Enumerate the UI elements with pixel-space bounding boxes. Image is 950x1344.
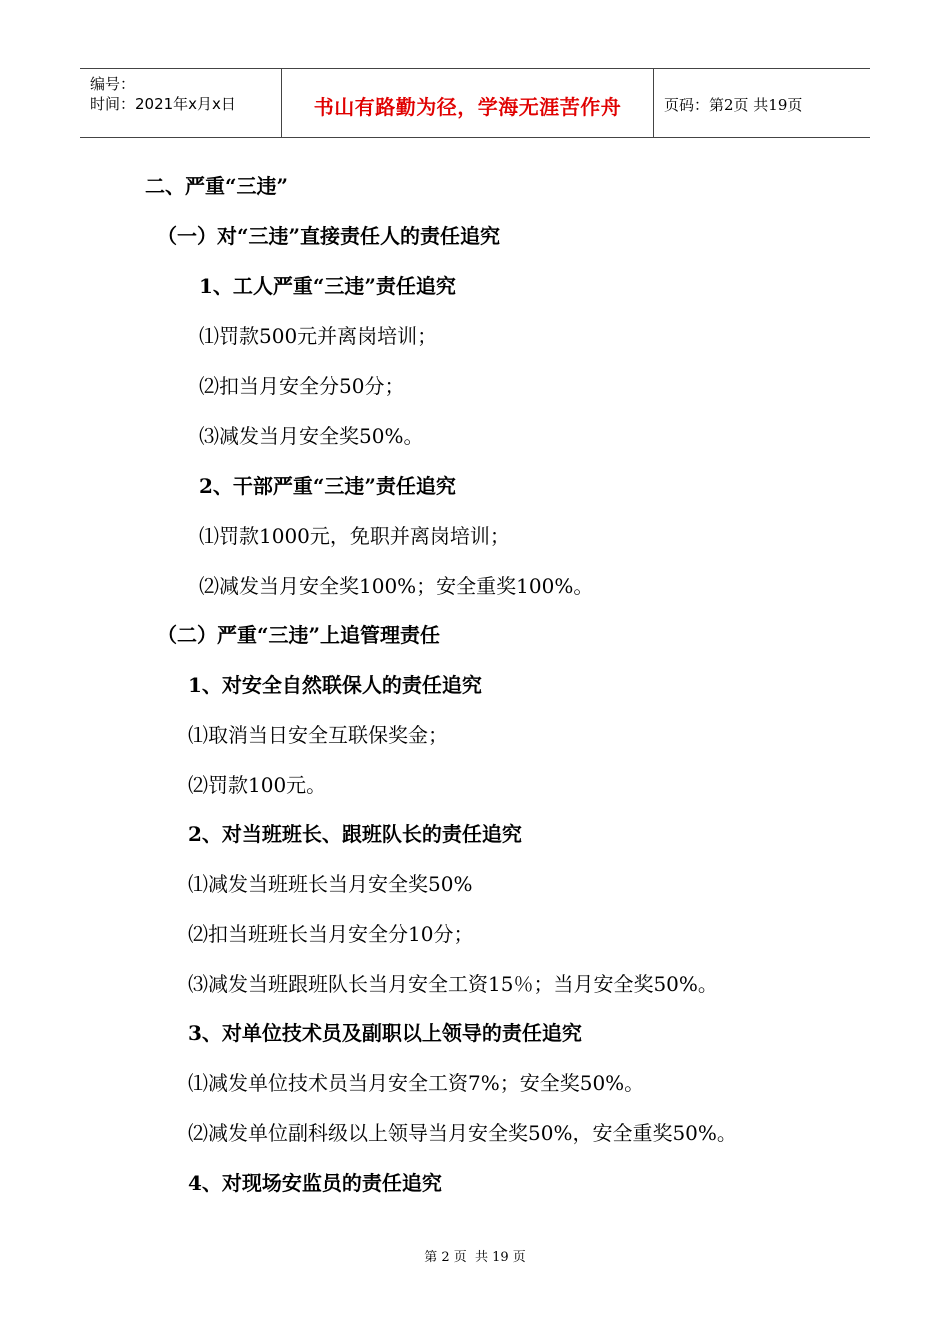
list-item: ⑴罚款500元并离岗培训； <box>199 324 438 348</box>
document-time-label: 时间：2021年x月x日 <box>90 95 236 113</box>
list-item: ⑴取消当日安全互联保奖金； <box>188 723 448 747</box>
list-item: ⑶减发当月安全奖50%。 <box>199 424 424 448</box>
item-heading: 2、对当班班长、跟班队长的责任追究 <box>188 822 522 846</box>
section-heading: 二、严重“三违” <box>145 174 289 198</box>
header-page-cell <box>654 69 870 137</box>
header-page-info: 页码：第2页 共19页 <box>664 96 803 114</box>
list-item: ⑵扣当月安全分50分； <box>199 374 405 398</box>
list-item: ⑴减发当班班长当月安全奖50% <box>188 872 473 896</box>
item-heading: 3、对单位技术员及副职以上领导的责任追究 <box>188 1021 582 1045</box>
item-heading: 1、对安全自然联保人的责任追究 <box>188 673 482 697</box>
item-heading: 1、工人严重“三违”责任追究 <box>199 274 456 298</box>
list-item: ⑵减发单位副科级以上领导当月安全奖50%，安全重奖50%。 <box>188 1121 737 1145</box>
subsection-heading: （一）对“三违”直接责任人的责任追究 <box>157 224 501 248</box>
subsection-heading: （二）严重“三违”上追管理责任 <box>157 623 441 647</box>
document-number-label: 编号： <box>90 75 136 93</box>
header-meta-cell <box>80 69 282 137</box>
header-motto-cell <box>282 69 654 137</box>
header-motto: 书山有路勤为径，学海无涯苦作舟 <box>313 95 622 119</box>
list-item: ⑶减发当班跟班队长当月安全工资15％；当月安全奖50%。 <box>188 972 718 996</box>
list-item: ⑴罚款1000元，免职并离岗培训； <box>199 524 510 548</box>
item-heading: 4、对现场安监员的责任追究 <box>188 1171 442 1195</box>
list-item: ⑵减发当月安全奖100%；安全重奖100%。 <box>199 574 594 598</box>
list-item: ⑵扣当班班长当月安全分10分； <box>188 922 474 946</box>
document-header <box>80 68 870 138</box>
list-item: ⑴减发单位技术员当月安全工资7%；安全奖50%。 <box>188 1071 645 1095</box>
page-footer: 第 2 页 共 19 页 <box>424 1250 526 1265</box>
item-heading: 2、干部严重“三违”责任追究 <box>199 474 456 498</box>
list-item: ⑵罚款100元。 <box>188 773 327 797</box>
